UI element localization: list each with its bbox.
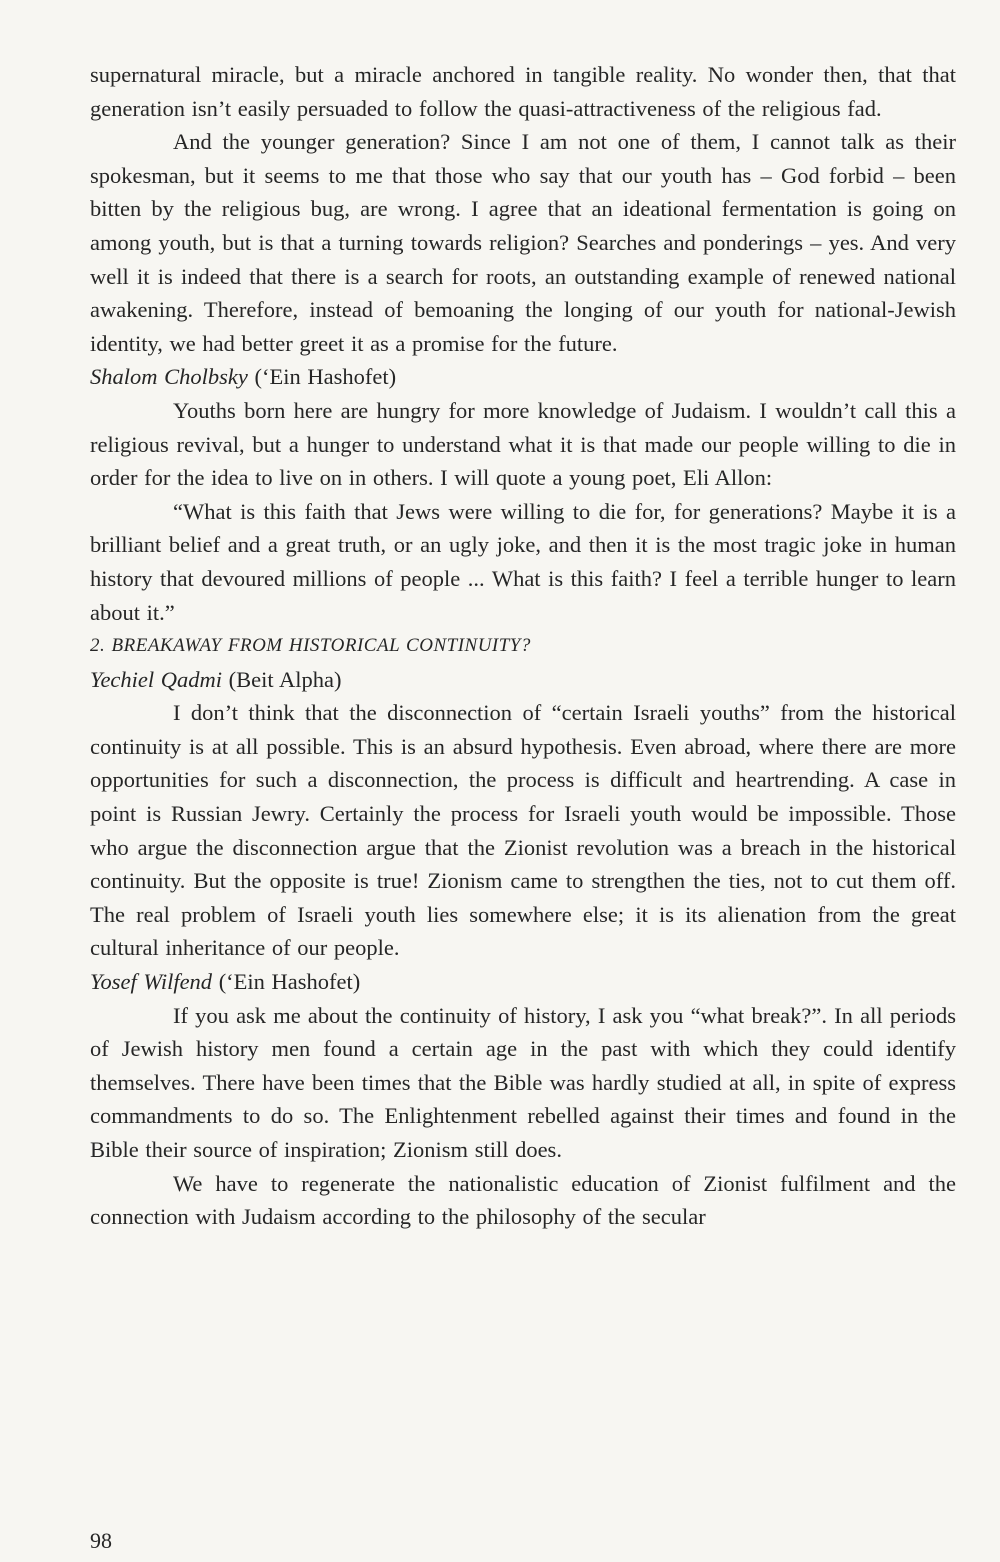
speaker-heading (90, 360, 956, 394)
speaker-place: (Beit Alpha) (228, 666, 342, 692)
speaker-name: Shalom Cholbsky (90, 364, 248, 390)
body-paragraph: If you ask me about the continuity of history, I ask you “what break?”. In all periods of Jewish history men found a certain age in the past with which they could identify themselves. There have been times that the Bible was hardly studied at all, in spite of express commandments to do so. The Enlightenment rebelled against their times and found in the Bible their source of inspiration; Zionism still does. (90, 1002, 956, 1162)
quotation-paragraph: “What is this faith that Jews were willing to die for, for generations? Maybe it is a brilliant belief and a great truth, or an ugly joke, and then it is the most tragic joke in human history that devoured millions of people ... What is this faith? I feel a terrible hunger to learn about it.” (90, 498, 956, 625)
speaker-name: Yosef Wilfend (90, 969, 213, 995)
speaker-heading (90, 965, 956, 999)
body-paragraph: supernatural miracle, but a miracle anchored in tangible reality. No wonder then, that that generation isn’t easily persuaded to follow the quasi-attractiveness of the religious fad. (90, 62, 956, 121)
body-paragraph: I don’t think that the disconnection of “certain Israeli youths” from the historical continuity is at all possible. This is an absurd hypothesis. Even abroad, where there are more opportunities for such a disconnection, the process is difficult and heartrending. A case in point is Russian Jewry. Certainly the process for Israeli youth would be impossible. Those who argue the disconnection argue that the Zionist revolution was a breach in the historical continuity. But the opposite is true! Zionism came to strengthen the ties, not to cut them off. The real problem of Israeli youth lies somewhere else; it is its alienation from the great cultural inheritance of our people. (90, 700, 956, 961)
section-heading: 2. BREAKAWAY FROM HISTORICAL CONTINUITY? (90, 635, 531, 657)
body-paragraph: We have to regenerate the nationalistic education of Zionist fulfilment and the connection with Judaism according to the philosophy of the secular (90, 1170, 956, 1230)
body-paragraph: Youths born here are hungry for more knowledge of Judaism. I wouldn’t call this a religious revival, but a hunger to understand what it is that made our people willing to die in order for the idea to live on in others. I will quote a young poet, Eli Allon: (90, 397, 956, 491)
page-number: 98 (90, 1528, 112, 1553)
speaker-name: Yechiel Qadmi (90, 666, 223, 692)
body-paragraph: And the younger generation? Since I am not one of them, I cannot talk as their spokesman, but it seems to me that those who say that our youth has – God forbid – been bitten by the religious bug, are wrong. I agree that an ideational fermentation is going on among youth, but is that a turning towards religion? Searches and ponderings – yes. And very well it is indeed that there is a search for roots, an outstanding example of renewed national awakening. Therefore, instead of bemoaning the longing of our youth for national-Jewish identity, we had better greet it as a promise for the future. (90, 129, 956, 356)
page-body (90, 58, 956, 1234)
speaker-heading (90, 663, 956, 697)
speaker-place: (‘Ein Hashofet) (218, 969, 361, 995)
speaker-place: (‘Ein Hashofet) (254, 364, 397, 390)
